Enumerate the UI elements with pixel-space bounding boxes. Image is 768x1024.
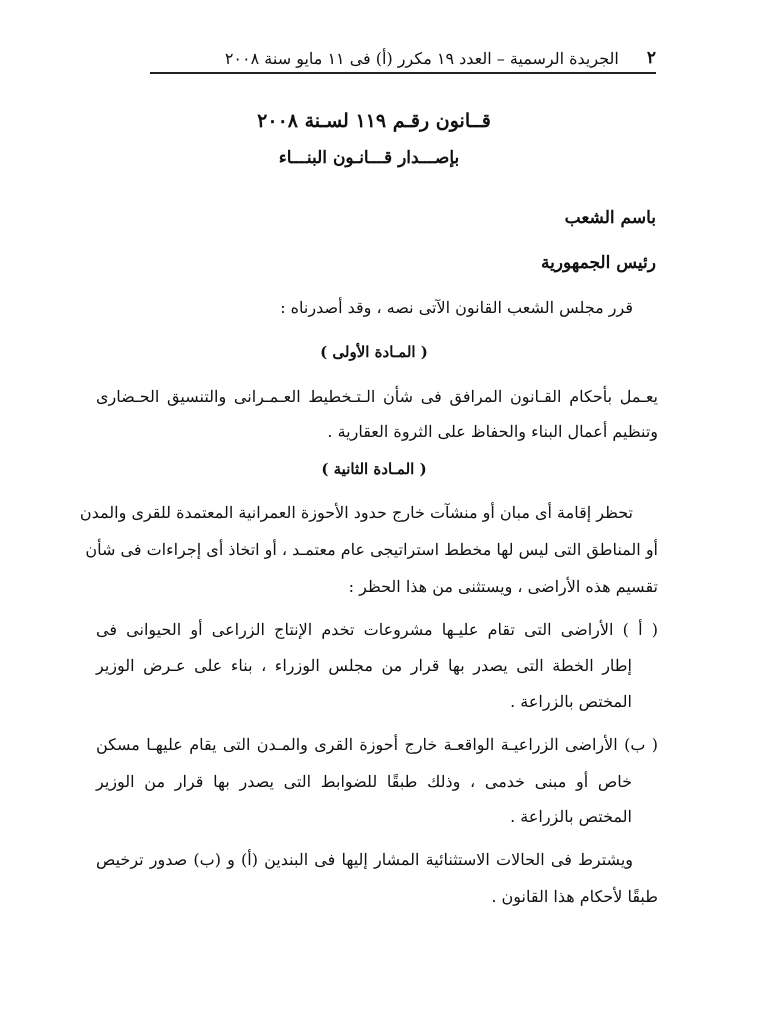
article-2-line: أو المناطق التى ليس لها مخطط استراتيجى عام معتمـد ، أو اتخاذ أى إجراءات فى شأن: [85, 540, 658, 559]
in-the-name-of-the-people: باسم الشعب: [564, 208, 656, 228]
item-a-line: إطار الخطة التى يصدر بها قرار من مجلس الوزراء ، بناء على عـرض الوزير: [96, 656, 632, 675]
article-1-line: يعـمل بأحكام القـانون المرافق فى شأن الـتـخطيط العـمـرانى والتنسيق الحـضارى: [96, 387, 658, 406]
item-b-line: ( ب) الأراضى الزراعيـة الواقعـة خارج أحوزة القرى والمـدن التى يقام عليهـا مسكن: [96, 735, 658, 754]
item-a-line: ( أ ) الأراضى التى تقام عليـها مشروعات تخدم الإنتاج الزراعى أو الحيوانى فى: [96, 620, 658, 639]
closing-line: طبقًا لأحكام هذا القانون .: [491, 887, 658, 906]
article-2-line: تحظر إقامة أى مبان أو منشآت خارج حدود الأحوزة العمرانية المعتمدة للقرى والمدن: [79, 503, 633, 522]
page-number: ٢: [646, 48, 656, 68]
law-subtitle: بإصـــدار قـــانـون البنـــاء: [278, 148, 460, 168]
article-2-heading: ( المـادة الثانية ): [321, 460, 427, 478]
item-b-line: خاص أو مبنى خدمى ، وذلك طبقًا للضوابط التى يصدر بها قرار من الوزير: [96, 772, 632, 791]
running-title: الجريدة الرسمية – العدد ١٩ مكرر (أ) فى ١١ مايو سنة ٢٠٠٨: [224, 49, 619, 68]
president-of-the-republic: رئيس الجمهورية: [540, 253, 656, 273]
decree-line: قرر مجلس الشعب القانون الآتى نصه ، وقد أصدرناه :: [280, 298, 633, 317]
item-b-line: المختص بالزراعة .: [510, 807, 632, 826]
article-2-line: تقسيم هذه الأراضى ، ويستثنى من هذا الحظر :: [348, 577, 658, 596]
law-title: قــانون رقـم ١١٩ لسـنة ٢٠٠٨: [257, 110, 491, 132]
article-1-line: وتنظيم أعمال البناء والحفاظ على الثروة العقارية .: [327, 422, 658, 441]
article-1-heading: ( المـادة الأولى ): [320, 343, 428, 361]
closing-line: ويشترط فى الحالات الاستثنائية المشار إليها فى البندين (أ) و (ب) صدور ترخيص: [96, 850, 633, 869]
item-a-line: المختص بالزراعة .: [510, 692, 632, 711]
page-header: [150, 44, 656, 74]
